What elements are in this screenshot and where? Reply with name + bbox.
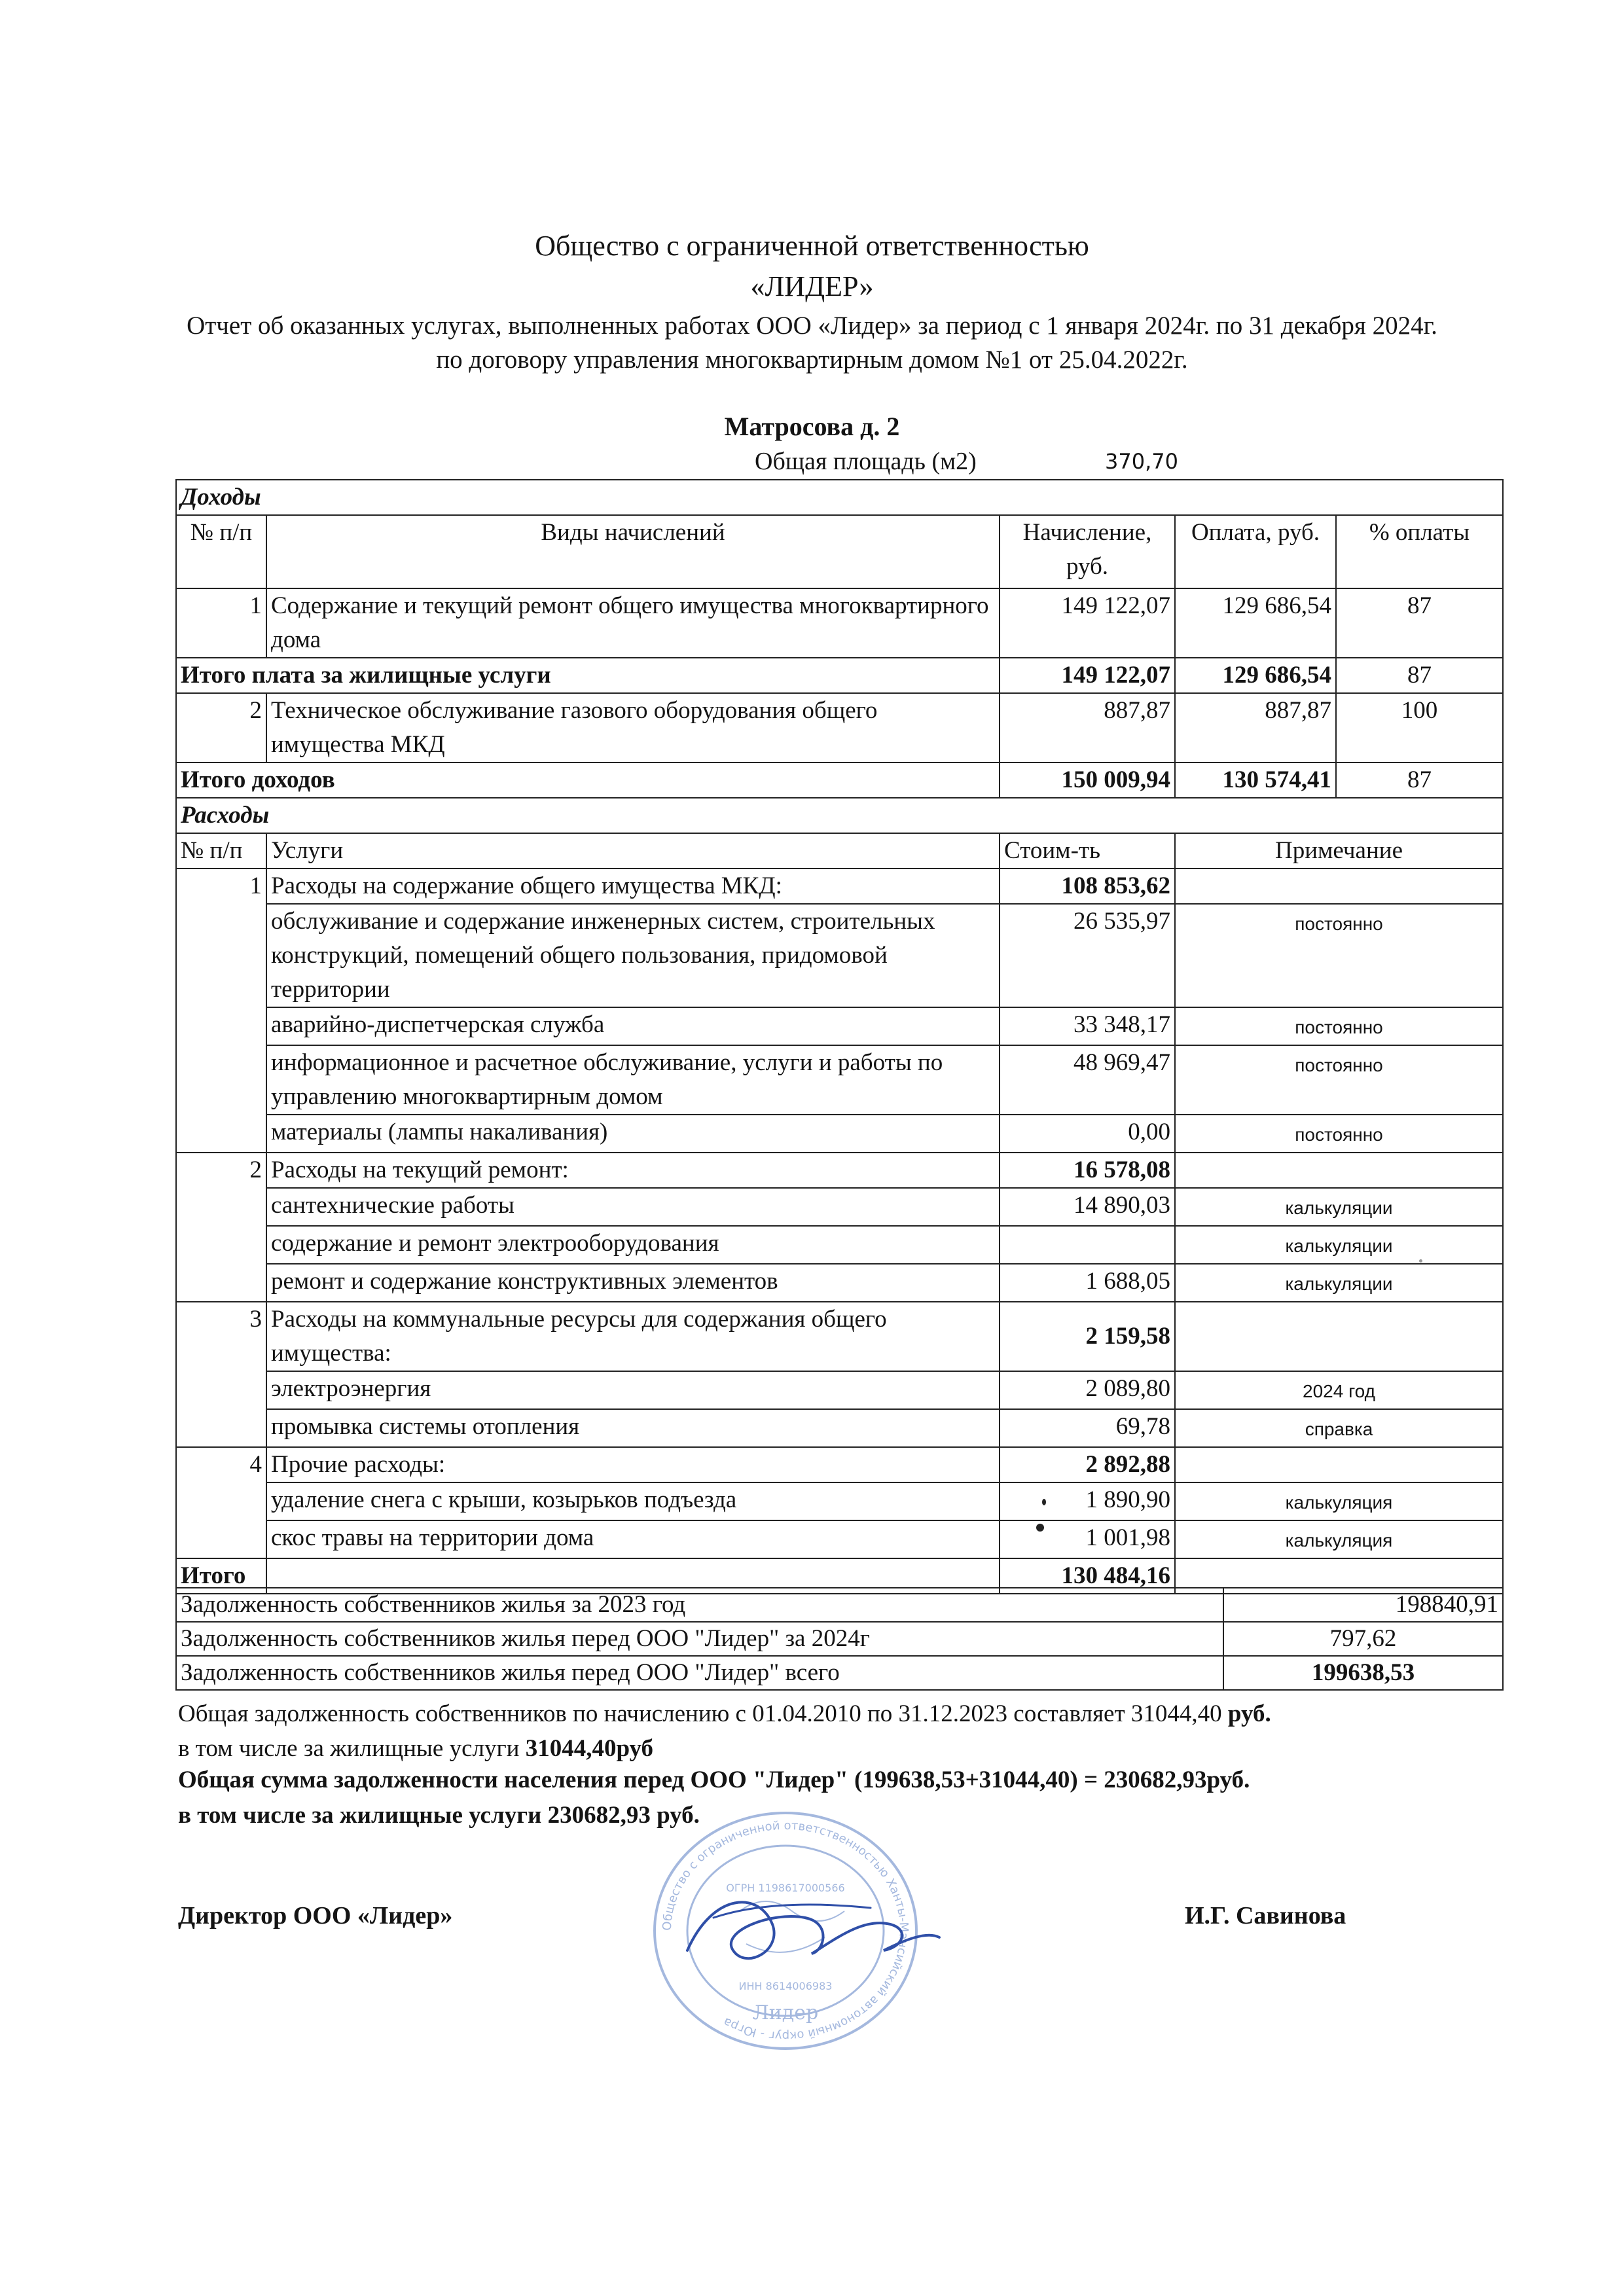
income-row bbox=[176, 588, 1503, 658]
expense-item-name: аварийно-диспетчерская служба bbox=[266, 1007, 1000, 1045]
expense-item-name: содержание и ремонт электрооборудования bbox=[266, 1226, 1000, 1264]
stamp-ring-text: Общество с ограниченной ответственностью Ханты-Мансийский автономный округ - Югра bbox=[660, 1818, 911, 2043]
debt-value: 199638,53 bbox=[1223, 1656, 1503, 1690]
org-name-line1: Общество с ограниченной ответственностью bbox=[535, 230, 1089, 262]
expense-item-note: постоянно bbox=[1175, 1007, 1503, 1045]
expense-item-row bbox=[176, 1226, 1503, 1264]
expense-item-cost: 0,00 bbox=[1000, 1115, 1175, 1153]
expense-group-title: Прочие расходы: bbox=[266, 1447, 1000, 1482]
expense-item-note: калькуляции bbox=[1175, 1264, 1503, 1302]
report-title-line2: по договору управления многоквартирным домом №1 от 25.04.2022г. bbox=[436, 346, 1188, 374]
debt-summary-line2 bbox=[178, 1734, 653, 1763]
expense-note-cell bbox=[1175, 869, 1503, 904]
org-name-line2: «ЛИДЕР» bbox=[750, 270, 874, 302]
area-label: Общая площадь (м2) bbox=[755, 448, 977, 475]
expense-group-title: Расходы на текущий ремонт: bbox=[266, 1153, 1000, 1188]
expense-item-cost: 1 890,90 bbox=[1000, 1482, 1175, 1520]
expense-group-num: 2 bbox=[176, 1153, 266, 1302]
expense-group-row bbox=[176, 1153, 1503, 1188]
expense-item-name: электроэнергия bbox=[266, 1371, 1000, 1409]
director-name: И.Г. Савинова bbox=[1185, 1902, 1346, 1929]
expense-item-note: справка bbox=[1175, 1409, 1503, 1447]
expense-item-name: удаление снега с крыши, козырьков подъезда bbox=[266, 1482, 1000, 1520]
debt-summary-line1-unit: руб. bbox=[1227, 1700, 1271, 1727]
income-row bbox=[176, 693, 1503, 762]
debt-value: 797,62 bbox=[1223, 1622, 1503, 1656]
debt-label: Задолженность собственников жилья за 2023 год bbox=[176, 1588, 1223, 1622]
stamp-inn: ИНН 8614006983 bbox=[738, 1980, 833, 1992]
expenses-total-sum: 130 484,16 bbox=[1000, 1558, 1175, 1594]
debt-table bbox=[175, 1587, 1504, 1691]
expense-item-name: обслуживание и содержание инженерных систем, строительных конструкций, помещений общего пользования, придомовой территории bbox=[266, 904, 1000, 1007]
income-col-num: № п/п bbox=[176, 515, 266, 588]
expenses-total-label: Итого bbox=[176, 1558, 266, 1594]
expense-item-name: материалы (лампы накаливания) bbox=[266, 1115, 1000, 1153]
income-total-label: Итого доходов bbox=[176, 762, 1000, 798]
stamp-center-text: Лидер bbox=[752, 2001, 819, 2024]
income-row-name: Содержание и текущий ремонт общего имущества многоквартирного дома bbox=[266, 588, 1000, 658]
housing-subtotal-row bbox=[176, 658, 1503, 693]
expense-item-cost: 2 089,80 bbox=[1000, 1371, 1175, 1409]
expense-group-num: 4 bbox=[176, 1447, 266, 1558]
expense-item-note: постоянно bbox=[1175, 1115, 1503, 1153]
expense-group-sum: 2 159,58 bbox=[1000, 1302, 1175, 1371]
expense-item-row bbox=[176, 1007, 1503, 1045]
debt-row bbox=[176, 1656, 1503, 1690]
expenses-col-service: Услуги bbox=[266, 833, 1000, 869]
expense-item-note: калькуляция bbox=[1175, 1482, 1503, 1520]
expense-group-row bbox=[176, 1447, 1503, 1482]
expense-item-row bbox=[176, 1371, 1503, 1409]
expense-item-row bbox=[176, 1264, 1503, 1302]
income-row-num: 2 bbox=[176, 693, 266, 762]
expense-item-name: промывка системы отопления bbox=[266, 1409, 1000, 1447]
housing-subtotal-paid: 129 686,54 bbox=[1175, 658, 1336, 693]
expenses-col-num: № п/п bbox=[176, 833, 266, 869]
expenses-header-row bbox=[176, 833, 1503, 869]
expense-note-cell bbox=[1175, 1153, 1503, 1188]
debt-label: Задолженность собственников жилья перед ООО "Лидер" за 2024г bbox=[176, 1622, 1223, 1656]
report-title-line1: Отчет об оказанных услугах, выполненных работах ООО «Лидер» за период с 1 января 2024г. по 31 декабря 2024г. bbox=[187, 312, 1437, 340]
housing-subtotal-charged: 149 122,07 bbox=[1000, 658, 1175, 693]
expense-group-row bbox=[176, 869, 1503, 904]
expense-item-row bbox=[176, 1482, 1503, 1520]
income-row-pct: 87 bbox=[1336, 588, 1503, 658]
income-row-paid: 887,87 bbox=[1175, 693, 1336, 762]
ink-speck bbox=[1419, 1259, 1422, 1263]
expense-group-row bbox=[176, 1302, 1503, 1371]
income-total-paid: 130 574,41 bbox=[1175, 762, 1336, 798]
expense-item-note: постоянно bbox=[1175, 904, 1503, 1007]
debt-summary-line2-text: в том числе за жилищные услуги bbox=[178, 1735, 526, 1762]
address: Матросова д. 2 bbox=[724, 412, 900, 441]
income-col-paid: Оплата, руб. bbox=[1175, 515, 1336, 588]
income-row-charged: 887,87 bbox=[1000, 693, 1175, 762]
expense-item-cost bbox=[1000, 1226, 1175, 1264]
income-header-row bbox=[176, 515, 1503, 588]
debt-row bbox=[176, 1588, 1503, 1622]
expense-item-row bbox=[176, 1045, 1503, 1115]
expense-item-cost: 48 969,47 bbox=[1000, 1045, 1175, 1115]
expense-item-name: ремонт и содержание конструктивных элементов bbox=[266, 1264, 1000, 1302]
income-row-charged: 149 122,07 bbox=[1000, 588, 1175, 658]
housing-subtotal-label: Итого плата за жилищные услуги bbox=[176, 658, 1000, 693]
expense-note-cell bbox=[1175, 1447, 1503, 1482]
debt-summary-line4: в том числе за жилищные услуги 230682,93 руб. bbox=[178, 1802, 700, 1829]
debt-value: 198840,91 bbox=[1223, 1588, 1503, 1622]
income-row-name: Техническое обслуживание газового оборудования общего имущества МКД bbox=[266, 693, 1000, 762]
expense-group-num: 1 bbox=[176, 869, 266, 1153]
expense-group-title: Расходы на содержание общего имущества МКД: bbox=[266, 869, 1000, 904]
ink-speck bbox=[1036, 1524, 1044, 1532]
income-col-type: Виды начислений bbox=[266, 515, 1000, 588]
expense-item-row bbox=[176, 1188, 1503, 1226]
income-col-charged: Начисление, руб. bbox=[1000, 515, 1175, 588]
expense-group-title: Расходы на коммунальные ресурсы для содержания общего имущества: bbox=[266, 1302, 1000, 1371]
stamp-ogrn: ОГРН 1198617000566 bbox=[726, 1882, 845, 1894]
income-col-pct: % оплаты bbox=[1336, 515, 1503, 588]
expense-item-note: 2024 год bbox=[1175, 1371, 1503, 1409]
expenses-section-row bbox=[176, 798, 1503, 833]
debt-summary-line3: Общая сумма задолженности населения перед ООО "Лидер" (199638,53+31044,40) = 230682,93руб. bbox=[178, 1767, 1250, 1793]
debt-summary-line2-amount: 31044,40руб bbox=[525, 1735, 654, 1762]
expense-item-row bbox=[176, 1520, 1503, 1558]
income-section-row bbox=[176, 480, 1503, 515]
expense-item-name: сантехнические работы bbox=[266, 1188, 1000, 1226]
expense-item-row bbox=[176, 1409, 1503, 1447]
income-total-pct: 87 bbox=[1336, 762, 1503, 798]
expenses-col-cost: Стоим-ть bbox=[1000, 833, 1175, 869]
expenses-col-note: Примечание bbox=[1175, 833, 1503, 869]
ink-speck bbox=[1042, 1499, 1046, 1505]
expense-group-sum: 108 853,62 bbox=[1000, 869, 1175, 904]
expense-item-cost: 1 001,98 bbox=[1000, 1520, 1175, 1558]
debt-label: Задолженность собственников жилья перед ООО "Лидер" всего bbox=[176, 1656, 1223, 1690]
income-total-row bbox=[176, 762, 1503, 798]
expense-item-note: калькуляция bbox=[1175, 1520, 1503, 1558]
debt-summary-line1 bbox=[178, 1700, 1271, 1728]
income-row-paid: 129 686,54 bbox=[1175, 588, 1336, 658]
debt-row bbox=[176, 1622, 1503, 1656]
income-row-pct: 100 bbox=[1336, 693, 1503, 762]
income-section-title: Доходы bbox=[176, 480, 1503, 515]
debt-summary-line1-text: Общая задолженность собственников по начислению с 01.04.2010 по 31.12.2023 составляет 31044,40 bbox=[178, 1700, 1228, 1727]
income-row-num: 1 bbox=[176, 588, 266, 658]
expense-item-cost: 14 890,03 bbox=[1000, 1188, 1175, 1226]
expenses-section-title: Расходы bbox=[176, 798, 1503, 833]
expense-item-cost: 69,78 bbox=[1000, 1409, 1175, 1447]
expense-item-note: постоянно bbox=[1175, 1045, 1503, 1115]
expense-item-cost: 26 535,97 bbox=[1000, 904, 1175, 1007]
director-signature bbox=[674, 1878, 949, 1983]
director-label: Директор ООО «Лидер» bbox=[178, 1902, 453, 1929]
expense-item-name: информационное и расчетное обслуживание, услуги и работы по управлению многоквартирным домом bbox=[266, 1045, 1000, 1115]
expense-group-num: 3 bbox=[176, 1302, 266, 1447]
expense-item-cost: 33 348,17 bbox=[1000, 1007, 1175, 1045]
area-value: 370,70 bbox=[1105, 449, 1178, 474]
expense-item-note: калькуляции bbox=[1175, 1226, 1503, 1264]
expense-item-row bbox=[176, 904, 1503, 1007]
expense-note-cell bbox=[1175, 1302, 1503, 1371]
expense-item-row bbox=[176, 1115, 1503, 1153]
report-table bbox=[175, 479, 1504, 1594]
expense-item-name: скос травы на территории дома bbox=[266, 1520, 1000, 1558]
income-total-charged: 150 009,94 bbox=[1000, 762, 1175, 798]
expense-group-sum: 2 892,88 bbox=[1000, 1447, 1175, 1482]
expense-group-sum: 16 578,08 bbox=[1000, 1153, 1175, 1188]
expense-item-note: калькуляции bbox=[1175, 1188, 1503, 1226]
housing-subtotal-pct: 87 bbox=[1336, 658, 1503, 693]
expense-item-cost: 1 688,05 bbox=[1000, 1264, 1175, 1302]
